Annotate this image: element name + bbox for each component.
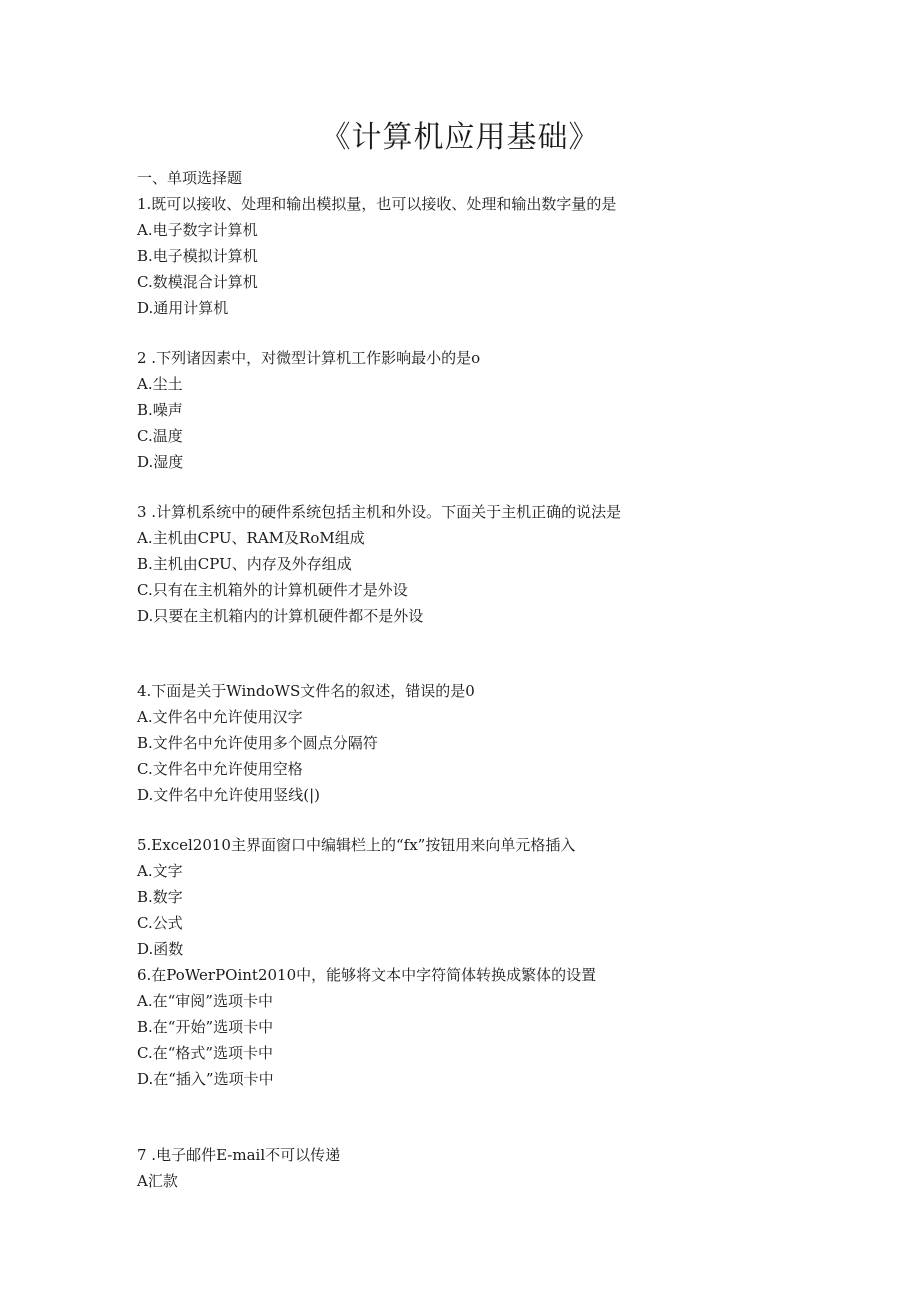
- question-6-option-a: A.在“审阅”选项卡中: [137, 992, 273, 1010]
- question-3-stem: 3 .计算机系统中的硬件系统包括主机和外设。下面关于主机正确的说法是: [137, 503, 622, 521]
- question-4-stem: 4.下面是关于WindoWS文件名的叙述，错误的是0: [137, 682, 475, 700]
- question-6-option-b: B.在“开始”选项卡中: [137, 1018, 274, 1036]
- question-4-option-a: A.文件名中允许使用汉字: [137, 708, 303, 726]
- question-2-option-b: B.噪声: [137, 401, 183, 419]
- question-1-option-c: C.数模混合计算机: [137, 273, 258, 291]
- question-2-option-d: D.湿度: [137, 453, 184, 471]
- section-heading: 一、单项选择题: [137, 169, 243, 187]
- question-5-option-a: A.文字: [137, 862, 183, 880]
- page-title: 《计算机应用基础》: [320, 120, 600, 155]
- question-6-stem: 6.在PoWerPOint2010中，能够将文本中字符简体转换成繁体的设置: [137, 966, 597, 984]
- question-2-option-a: A.尘土: [137, 375, 183, 393]
- question-1-option-a: A.电子数字计算机: [137, 221, 258, 239]
- question-5-option-c: C.公式: [137, 914, 183, 932]
- question-3-option-d: D.只要在主机箱内的计算机硬件都不是外设: [137, 607, 424, 625]
- question-4-option-d: D.文件名中允许使用竖线(|): [137, 786, 321, 804]
- question-2-option-c: C.温度: [137, 427, 183, 445]
- question-1-option-d: D.通用计算机: [137, 299, 229, 317]
- question-1-option-b: B.电子模拟计算机: [137, 247, 258, 265]
- question-3-option-c: C.只有在主机箱外的计算机硬件才是外设: [137, 581, 408, 599]
- question-5-option-b: B.数字: [137, 888, 183, 906]
- question-5-stem: 5.Excel2010主界面窗口中编辑栏上的“fx”按钮用来向单元格插入: [137, 836, 576, 854]
- question-4-option-c: C.文件名中允许使用空格: [137, 760, 303, 778]
- question-6-option-d: D.在“插入”选项卡中: [137, 1070, 274, 1088]
- question-3-option-b: B.主机由CPU、内存及外存组成: [137, 555, 352, 573]
- question-5-option-d: D.函数: [137, 940, 184, 958]
- question-7-stem: 7 .电子邮件E-mail不可以传递: [137, 1146, 341, 1164]
- question-4-option-b: B.文件名中允许使用多个圆点分隔符: [137, 734, 378, 752]
- question-7-option-a: A汇款: [137, 1172, 178, 1190]
- question-6-option-c: C.在“格式”选项卡中: [137, 1044, 274, 1062]
- question-3-option-a: A.主机由CPU、RAM及RoM组成: [137, 529, 365, 547]
- question-2-stem: 2 .下列诸因素中，对微型计算机工作影响最小的是o: [137, 349, 481, 367]
- question-1-stem: 1.既可以接收、处理和输出模拟量，也可以接收、处理和输出数字量的是: [137, 195, 617, 213]
